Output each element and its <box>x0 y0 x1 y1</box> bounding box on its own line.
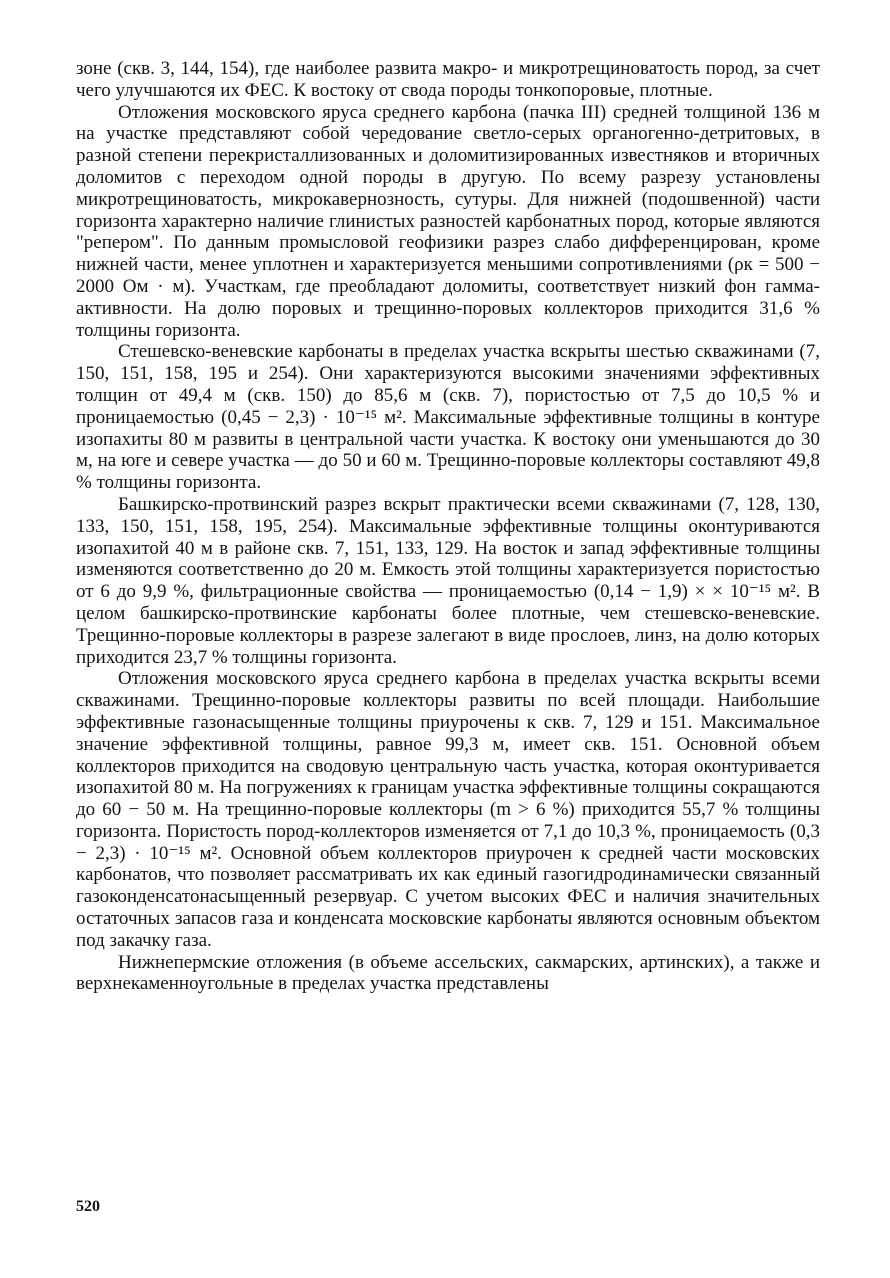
paragraph-bashkir-protva: Башкирско-протвинский разрез вскрыт практически всеми скважинами (7, 128, 130, 133, 150, 151, 158, 195, 254). Максимальные эффективные толщины оконтуриваются изопахитой 40 м в районе скв. 7, 151, 133, 129. На восток и запад эффективные толщины изменяются соответственно до 20 м. Емкость этой толщины характеризуется пористостью от 6 до 9,9 %, фильтрационные свойства — проницаемостью (0,14 − 1,9) × × 10⁻¹⁵ м². В целом башкирско-протвинские карбонаты более плотные, чем стешевско-веневские. Трещинно-поровые коллекторы в разрезе залегают в виде прослоев, линз, на долю которых приходится 23,7 % толщины горизонта. <box>76 493 820 668</box>
paragraph-lower-permian: Нижнепермские отложения (в объеме ассельских, сакмарских, артинских), а также и верхнекаменноугольные в пределах участка представлены <box>76 951 820 995</box>
paragraph-continuation: зоне (скв. 3, 144, 154), где наиболее развита макро- и микротрещиноватость пород, за счет чего улучшаются их ФЕС. К востоку от свода породы тонкопоровые, плотные. <box>76 58 820 101</box>
paragraph-moscow-stage: Отложения московского яруса среднего карбона (пачка III) средней толщиной 136 м на участке представляют собой чередование светло-серых органогенно-детритовых, в разной степени перекристаллизованных и доломитизированных известняков и вторичных доломитов с переходом одной породы в другую. По всему разрезу установлены микротрещиноватость, микрокавернозность, сутуры. Для нижней (подошвенной) части горизонта характерно наличие глинистых разностей карбонатных пород, которые являются "репером". По данным промысловой геофизики разрез слабо дифференцирован, кроме нижней части, менее уплотнен и характеризуется меньшими сопротивлениями (ρк = 500 − 2000 Ом · м). Участкам, где преобладают доломиты, соответствует низкий фон гамма-активности. На долю поровых и трещинно-поровых коллекторов приходится 31,6 % толщины горизонта. <box>76 101 820 341</box>
paragraph-steshevo-venev: Стешевско-веневские карбонаты в пределах участка вскрыты шестью скважинами (7, 150, 151, 158, 195 и 254). Они характеризуются высокими значениями эффективных толщин от 49,4 м (скв. 150) до 85,6 м (скв. 7), пористостью от 7,5 до 10,5 % и проницаемостью (0,45 − 2,3) · 10⁻¹⁵ м². Максимальные эффективные толщины в контуре изопахиты 80 м развиты в центральной части участка. К востоку они уменьшаются до 30 м, на юге и севере участка — до 50 и 60 м. Трещинно-поровые коллекторы составляют 49,8 % толщины горизонта. <box>76 341 820 494</box>
paragraph-moscow-reservoir: Отложения московского яруса среднего карбона в пределах участка вскрыты всеми скважинами. Трещинно-поровые коллекторы развиты по всей площади. Наибольшие эффективные газонасыщенные толщины приурочены к скв. 7, 129 и 151. Максимальное значение эффективной толщины, равное 99,3 м, имеет скв. 151. Основной объем коллекторов приходится на сводовую центральную часть участка, которая оконтуривается изопахитой 80 м. На погружениях к границам участка эффективные толщины сокращаются до 60 − 50 м. На трещинно-поровые коллекторы (m > 6 %) приходится 55,7 % толщины горизонта. Пористость пород-коллекторов изменяется от 7,1 до 10,3 %, проницаемость (0,3 − 2,3) · 10⁻¹⁵ м². Основной объем коллекторов приурочен к средней части московских карбонатов, что позволяет рассматривать их как единый газогидродинамически связанный газоконденсатонасыщенный резервуар. С учетом высоких ФЕС и наличия значительных остаточных запасов газа и конденсата московские карбонаты являются основным объектом под закачку газа. <box>76 668 820 951</box>
page-number: 520 <box>76 1198 100 1215</box>
page-text <box>76 58 820 995</box>
